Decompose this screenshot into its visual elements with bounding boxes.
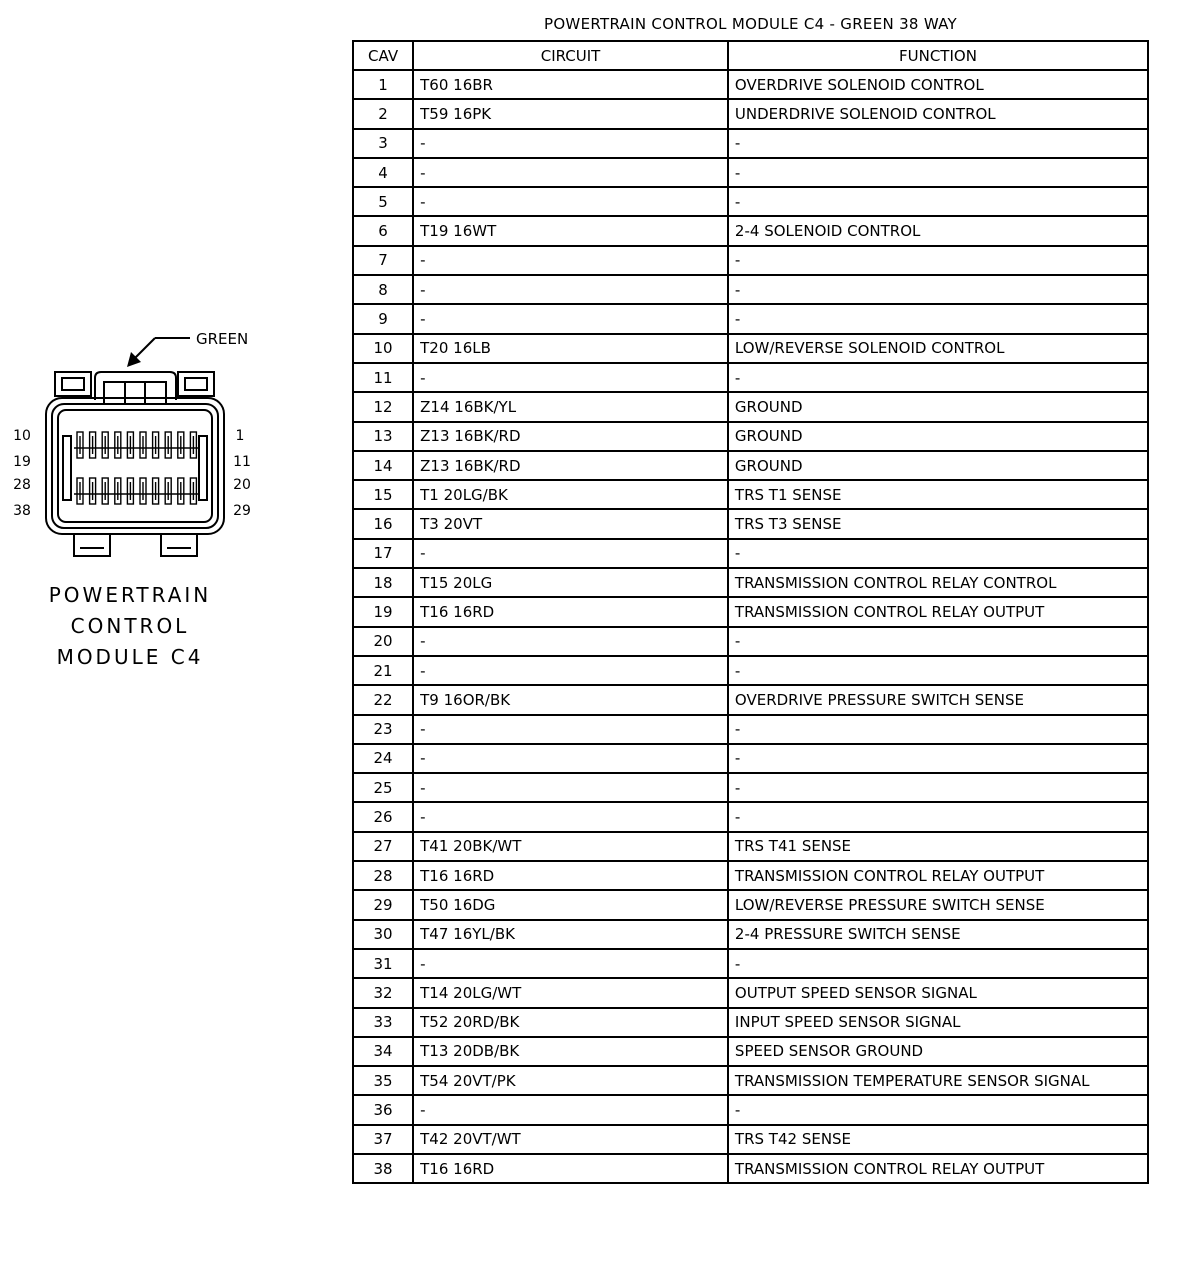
- circuit-cell: -: [413, 539, 728, 568]
- connector-side-notch-right: [199, 436, 207, 500]
- cav-cell: 2: [353, 99, 413, 128]
- connector-top-tab-right-inner: [185, 378, 207, 390]
- function-cell: GROUND: [728, 392, 1148, 421]
- circuit-cell: T16 16RD: [413, 861, 728, 890]
- circuit-cell: T47 16YL/BK: [413, 920, 728, 949]
- pin-label-right: 20: [233, 477, 251, 493]
- function-cell: -: [728, 246, 1148, 275]
- function-cell: -: [728, 715, 1148, 744]
- table-row: [353, 744, 1148, 773]
- circuit-cell: T59 16PK: [413, 99, 728, 128]
- circuit-cell: -: [413, 715, 728, 744]
- header-circuit: CIRCUIT: [413, 41, 728, 70]
- function-cell: -: [728, 275, 1148, 304]
- cav-cell: 31: [353, 949, 413, 978]
- table-row: [353, 802, 1148, 831]
- table-row: [353, 304, 1148, 333]
- table-row: [353, 1037, 1148, 1066]
- circuit-cell: T1 20LG/BK: [413, 480, 728, 509]
- table-row: [353, 246, 1148, 275]
- circuit-cell: -: [413, 627, 728, 656]
- function-cell: INPUT SPEED SENSOR SIGNAL: [728, 1008, 1148, 1037]
- table-row: [353, 1095, 1148, 1124]
- table-row: [353, 334, 1148, 363]
- function-cell: TRANSMISSION CONTROL RELAY OUTPUT: [728, 861, 1148, 890]
- function-cell: LOW/REVERSE SOLENOID CONTROL: [728, 334, 1148, 363]
- connector-foot-right: [161, 534, 197, 556]
- circuit-cell: T54 20VT/PK: [413, 1066, 728, 1095]
- circuit-cell: T9 16OR/BK: [413, 685, 728, 714]
- table-body: [353, 70, 1148, 1183]
- cav-cell: 5: [353, 187, 413, 216]
- circuit-cell: T16 16RD: [413, 597, 728, 626]
- function-cell: -: [728, 744, 1148, 773]
- cav-cell: 18: [353, 568, 413, 597]
- function-cell: -: [728, 158, 1148, 187]
- function-cell: GROUND: [728, 451, 1148, 480]
- circuit-cell: -: [413, 187, 728, 216]
- table-row: [353, 978, 1148, 1007]
- table-row: [353, 1008, 1148, 1037]
- circuit-cell: -: [413, 246, 728, 275]
- circuit-cell: -: [413, 773, 728, 802]
- function-cell: TRS T3 SENSE: [728, 509, 1148, 538]
- cav-cell: 37: [353, 1125, 413, 1154]
- cav-cell: 21: [353, 656, 413, 685]
- function-cell: -: [728, 802, 1148, 831]
- circuit-cell: T15 20LG: [413, 568, 728, 597]
- function-cell: -: [728, 129, 1148, 158]
- table-row: [353, 70, 1148, 99]
- cav-cell: 22: [353, 685, 413, 714]
- table-row: [353, 275, 1148, 304]
- table-header-row: [353, 41, 1148, 70]
- circuit-cell: T42 20VT/WT: [413, 1125, 728, 1154]
- table-row: [353, 685, 1148, 714]
- cav-cell: 32: [353, 978, 413, 1007]
- function-cell: GROUND: [728, 422, 1148, 451]
- circuit-cell: T41 20BK/WT: [413, 832, 728, 861]
- table-row: [353, 832, 1148, 861]
- circuit-cell: T14 20LG/WT: [413, 978, 728, 1007]
- circuit-cell: T16 16RD: [413, 1154, 728, 1183]
- connector-pins: [74, 432, 198, 504]
- pin-label-left: 38: [13, 503, 31, 519]
- cav-cell: 6: [353, 216, 413, 245]
- circuit-cell: T20 16LB: [413, 334, 728, 363]
- circuit-cell: -: [413, 129, 728, 158]
- pin-label-left: 19: [13, 454, 31, 470]
- circuit-cell: T50 16DG: [413, 890, 728, 919]
- function-cell: 2-4 PRESSURE SWITCH SENSE: [728, 920, 1148, 949]
- cav-cell: 36: [353, 1095, 413, 1124]
- connector-body-inner: [52, 404, 218, 528]
- pin-label-left: 10: [13, 428, 31, 444]
- cav-cell: 12: [353, 392, 413, 421]
- table-row: [353, 656, 1148, 685]
- cav-cell: 19: [353, 597, 413, 626]
- function-cell: OVERDRIVE PRESSURE SWITCH SENSE: [728, 685, 1148, 714]
- cav-cell: 13: [353, 422, 413, 451]
- cav-cell: 34: [353, 1037, 413, 1066]
- connector-latch: [95, 372, 176, 400]
- connector-top-tab-right: [178, 372, 214, 396]
- pin-label-right: 29: [233, 503, 251, 519]
- connector-body: [46, 398, 224, 534]
- circuit-cell: Z13 16BK/RD: [413, 451, 728, 480]
- table-row: [353, 216, 1148, 245]
- table-row: [353, 597, 1148, 626]
- function-cell: TRS T1 SENSE: [728, 480, 1148, 509]
- function-cell: -: [728, 187, 1148, 216]
- circuit-cell: -: [413, 656, 728, 685]
- circuit-cell: T60 16BR: [413, 70, 728, 99]
- function-cell: TRANSMISSION TEMPERATURE SENSOR SIGNAL: [728, 1066, 1148, 1095]
- table-row: [353, 509, 1148, 538]
- circuit-cell: Z13 16BK/RD: [413, 422, 728, 451]
- function-cell: TRANSMISSION CONTROL RELAY CONTROL: [728, 568, 1148, 597]
- cav-cell: 15: [353, 480, 413, 509]
- function-cell: OUTPUT SPEED SENSOR SIGNAL: [728, 978, 1148, 1007]
- circuit-cell: -: [413, 802, 728, 831]
- table-row: [353, 539, 1148, 568]
- table-row: [353, 392, 1148, 421]
- function-cell: -: [728, 539, 1148, 568]
- function-cell: -: [728, 363, 1148, 392]
- cav-cell: 33: [353, 1008, 413, 1037]
- circuit-cell: -: [413, 304, 728, 333]
- function-cell: OVERDRIVE SOLENOID CONTROL: [728, 70, 1148, 99]
- circuit-cell: T19 16WT: [413, 216, 728, 245]
- function-cell: -: [728, 773, 1148, 802]
- table-row: [353, 861, 1148, 890]
- cav-cell: 25: [353, 773, 413, 802]
- table-row: [353, 890, 1148, 919]
- table-row: [353, 158, 1148, 187]
- cav-cell: 17: [353, 539, 413, 568]
- connector-color-label: GREEN: [196, 330, 249, 348]
- connector-foot-left: [74, 534, 110, 556]
- pin-label-right: 11: [233, 454, 251, 470]
- function-cell: 2-4 SOLENOID CONTROL: [728, 216, 1148, 245]
- connector-latch-inner: [104, 382, 166, 404]
- connector-side-notch-left: [63, 436, 71, 500]
- cav-cell: 20: [353, 627, 413, 656]
- table-row: [353, 1125, 1148, 1154]
- circuit-cell: -: [413, 1095, 728, 1124]
- cav-cell: 1: [353, 70, 413, 99]
- cav-cell: 8: [353, 275, 413, 304]
- circuit-cell: -: [413, 275, 728, 304]
- table-row: [353, 363, 1148, 392]
- function-cell: TRANSMISSION CONTROL RELAY OUTPUT: [728, 597, 1148, 626]
- cav-cell: 28: [353, 861, 413, 890]
- table-row: [353, 920, 1148, 949]
- connector-caption: [20, 580, 240, 673]
- circuit-cell: -: [413, 158, 728, 187]
- cav-cell: 11: [353, 363, 413, 392]
- table-row: [353, 949, 1148, 978]
- header-cav: CAV: [353, 41, 413, 70]
- circuit-cell: T13 20DB/BK: [413, 1037, 728, 1066]
- table-row: [353, 129, 1148, 158]
- circuit-cell: -: [413, 949, 728, 978]
- caption-line: MODULE C4: [56, 645, 204, 669]
- pin-label-right: 1: [235, 428, 245, 444]
- function-cell: TRANSMISSION CONTROL RELAY OUTPUT: [728, 1154, 1148, 1183]
- cav-cell: 4: [353, 158, 413, 187]
- cav-cell: 3: [353, 129, 413, 158]
- function-cell: TRS T42 SENSE: [728, 1125, 1148, 1154]
- function-cell: -: [728, 949, 1148, 978]
- function-cell: LOW/REVERSE PRESSURE SWITCH SENSE: [728, 890, 1148, 919]
- table-row: [353, 1154, 1148, 1183]
- cav-cell: 14: [353, 451, 413, 480]
- table-row: [353, 773, 1148, 802]
- cav-cell: 24: [353, 744, 413, 773]
- cav-cell: 27: [353, 832, 413, 861]
- cav-cell: 29: [353, 890, 413, 919]
- pinout-table: [352, 40, 1149, 1184]
- cav-cell: 38: [353, 1154, 413, 1183]
- circuit-cell: -: [413, 744, 728, 773]
- table-row: [353, 187, 1148, 216]
- table-row: [353, 568, 1148, 597]
- function-cell: -: [728, 304, 1148, 333]
- function-cell: UNDERDRIVE SOLENOID CONTROL: [728, 99, 1148, 128]
- cav-cell: 26: [353, 802, 413, 831]
- function-cell: SPEED SENSOR GROUND: [728, 1037, 1148, 1066]
- pin-label-left: 28: [13, 477, 31, 493]
- table-row: [353, 422, 1148, 451]
- circuit-cell: -: [413, 363, 728, 392]
- cav-cell: 10: [353, 334, 413, 363]
- connector-top-tab-left-inner: [62, 378, 84, 390]
- function-cell: -: [728, 656, 1148, 685]
- table-row: [353, 715, 1148, 744]
- circuit-cell: T3 20VT: [413, 509, 728, 538]
- cav-cell: 16: [353, 509, 413, 538]
- table-row: [353, 627, 1148, 656]
- function-cell: TRS T41 SENSE: [728, 832, 1148, 861]
- cav-cell: 30: [353, 920, 413, 949]
- function-cell: -: [728, 1095, 1148, 1124]
- connector-face: [58, 410, 212, 522]
- green-arrow-shaft: [133, 338, 155, 360]
- table-row: [353, 99, 1148, 128]
- caption-line: POWERTRAIN: [48, 583, 212, 607]
- cav-cell: 9: [353, 304, 413, 333]
- circuit-cell: Z14 16BK/YL: [413, 392, 728, 421]
- table-row: [353, 451, 1148, 480]
- connector-diagram: [0, 320, 270, 580]
- cav-cell: 7: [353, 246, 413, 275]
- caption-line: CONTROL: [70, 614, 190, 638]
- connector-top-tab-left: [55, 372, 91, 396]
- cav-cell: 23: [353, 715, 413, 744]
- table-row: [353, 480, 1148, 509]
- table-title: POWERTRAIN CONTROL MODULE C4 - GREEN 38 WAY: [543, 15, 958, 33]
- cav-cell: 35: [353, 1066, 413, 1095]
- table-row: [353, 1066, 1148, 1095]
- header-function: FUNCTION: [728, 41, 1148, 70]
- function-cell: -: [728, 627, 1148, 656]
- circuit-cell: T52 20RD/BK: [413, 1008, 728, 1037]
